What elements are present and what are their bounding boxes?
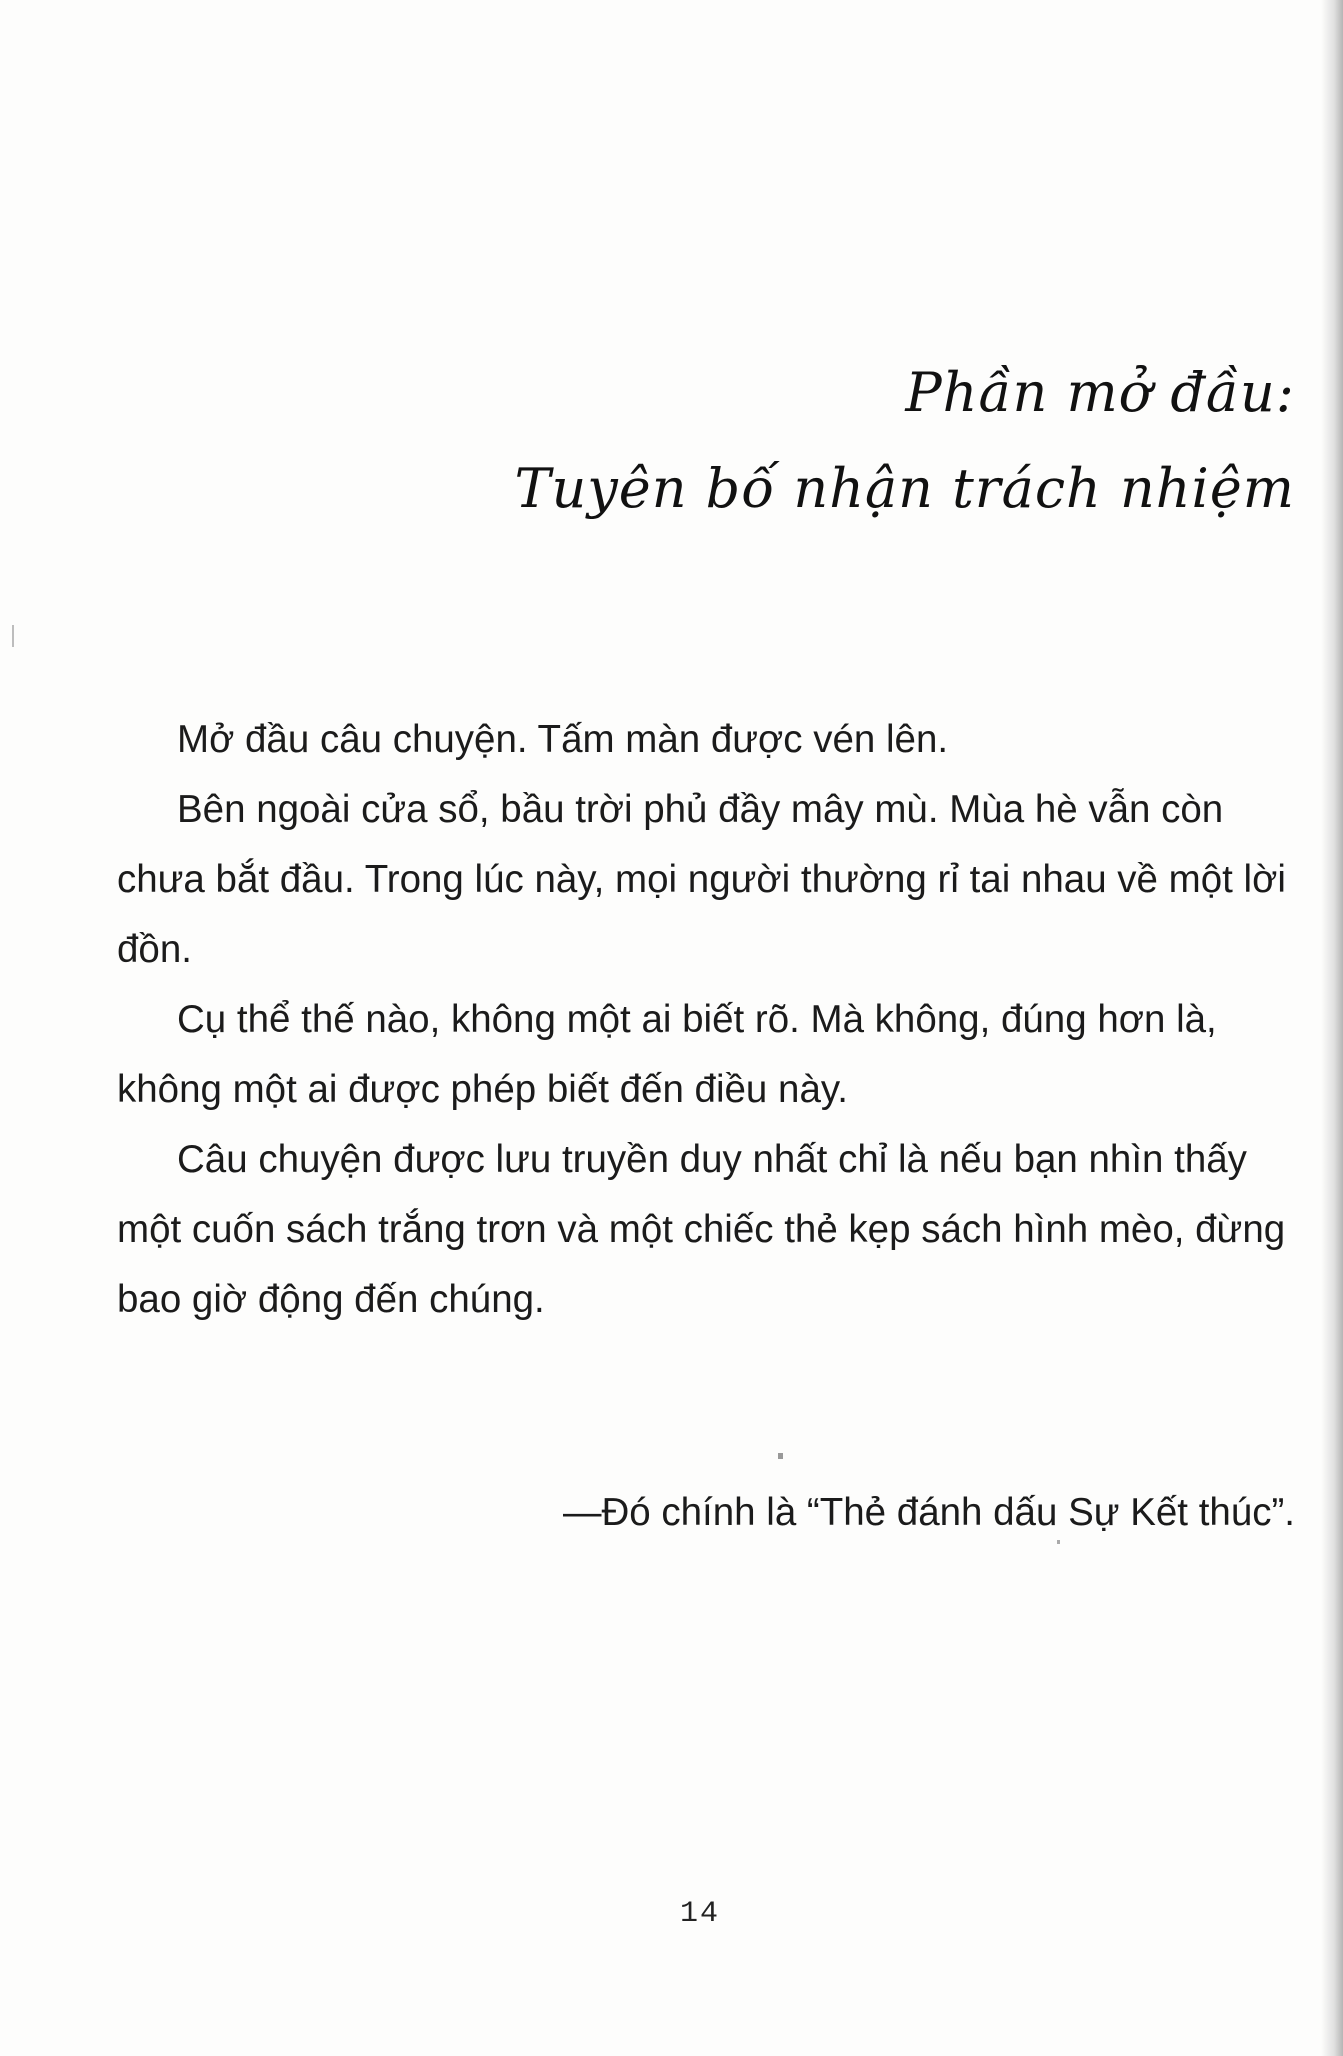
paragraph-2: Bên ngoài cửa sổ, bầu trời phủ đầy mây mù. Mùa hè vẫn còn chưa bắt đầu. Trong lúc này, mọi người thường rỉ tai nhau về một lời đồn. [117, 788, 1286, 971]
paragraph-1: Mở đầu câu chuyện. Tấm màn được vén lên. [177, 718, 949, 761]
body-text [117, 705, 1297, 1335]
paragraph-4: Câu chuyện được lưu truyền duy nhất chỉ là nếu bạn nhìn thấy một cuốn sách trắng trơn và một chiếc thẻ kẹp sách hình mèo, đừng bao giờ động đến chúng. [117, 1138, 1286, 1321]
scan-speck [778, 1453, 783, 1459]
chapter-title-line-2: Tuyên bố nhận trách nhiệm [514, 457, 1295, 520]
chapter-title-line-1: Phần mở đầu: [905, 361, 1295, 424]
closing-line: —Đó chính là “Thẻ đánh dấu Sự Kết thúc”. [562, 1491, 1295, 1534]
paragraph-3: Cụ thể thế nào, không một ai biết rõ. Mà không, đúng hơn là, không một ai được phép biết đến điều này. [117, 998, 1217, 1111]
scan-speck [12, 625, 14, 647]
chapter-title [295, 345, 1295, 537]
page-number: 14 [679, 1897, 720, 1931]
scan-edge-shadow [1321, 0, 1343, 2056]
